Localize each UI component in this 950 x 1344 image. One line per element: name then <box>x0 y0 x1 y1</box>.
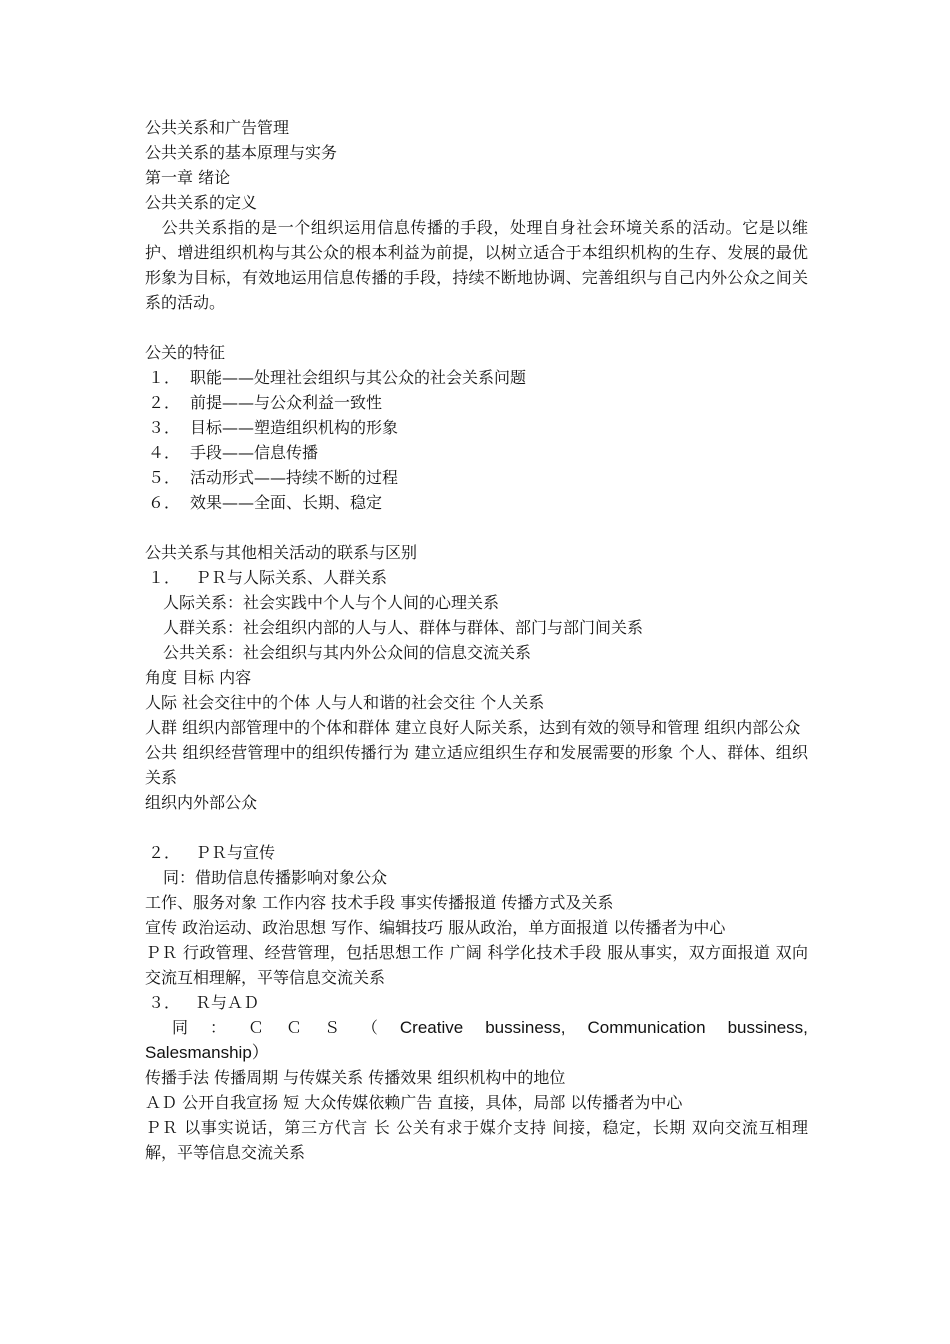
list-item <box>145 415 808 440</box>
list-item <box>145 365 808 390</box>
list-number: ５． <box>148 468 181 487</box>
list-text: 手段——信息传播 <box>190 443 319 462</box>
comparison-header: 角度 目标 内容 <box>145 668 252 687</box>
list-number: ３． <box>148 418 181 437</box>
section-number: １． <box>148 568 181 587</box>
token: 同 <box>172 1018 189 1037</box>
features-heading: 公关的特征 <box>145 343 226 362</box>
list-number: １． <box>148 368 181 387</box>
doc-subtitle: 公共关系的基本原理与实务 <box>145 143 338 162</box>
blank-line <box>145 315 808 340</box>
token: bussiness, <box>485 1018 566 1037</box>
list-text: 前提——与公众利益一致性 <box>190 393 383 412</box>
similarity-line: 同：借助信息传播影响对象公众 <box>163 868 388 887</box>
comparison-row: 公共 组织经营管理中的组织传播行为 建立适应组织生存和发展需要的形象 个人、群体、组织关系 <box>145 743 808 787</box>
section-3-title <box>145 990 808 1015</box>
blank-line <box>145 515 808 540</box>
token: Ｓ <box>323 1018 340 1037</box>
list-text: 目标——塑造组织机构的形象 <box>190 418 399 437</box>
section-number: ３． <box>148 993 181 1012</box>
list-text: 职能——处理社会组织与其公众的社会关系问题 <box>190 368 527 387</box>
public-definition: 公共关系：社会组织与其内外公众间的信息交流关系 <box>163 643 532 662</box>
list-number: ６． <box>148 493 181 512</box>
section-title-text: ＰＲ与宣传 <box>195 843 276 862</box>
token: Ｃ <box>247 1018 264 1037</box>
token: ： <box>209 1018 226 1037</box>
comparison-row: 人际 社会交往中的个体 人与人和谐的社会交往 个人关系 <box>145 693 545 712</box>
document-body <box>145 115 808 1165</box>
definition-heading: 公共关系的定义 <box>145 193 258 212</box>
section-2-title <box>145 840 808 865</box>
comparison-row: ＰＲ 以事实说话，第三方代言 长 公关有求于媒介支持 间接，稳定，长期 双向交流互相理解，平等信息交流关系 <box>145 1118 808 1162</box>
comparison-header: 传播手法 传播周期 与传媒关系 传播效果 组织机构中的地位 <box>145 1068 566 1087</box>
comparison-row: ＡＤ 公开自我宣扬 短 大众传媒依赖广告 直接，具体，局部 以传播者为中心 <box>145 1093 683 1112</box>
token: （ <box>361 1018 378 1037</box>
similarity-line-continued: Salesmanship） <box>145 1043 269 1062</box>
list-item <box>145 465 808 490</box>
features-list <box>145 365 808 515</box>
list-item <box>145 390 808 415</box>
relation-heading: 公共关系与其他相关活动的联系与区别 <box>145 543 418 562</box>
blank-line <box>145 815 808 840</box>
chapter-heading: 第一章 绪论 <box>145 168 231 187</box>
list-number: ４． <box>148 443 181 462</box>
comparison-row: 人群 组织内部管理中的个体和群体 建立良好人际关系，达到有效的领导和管理 组织内部公众 <box>145 718 801 737</box>
interpersonal-definition: 人际关系：社会实践中个人与个人间的心理关系 <box>163 593 500 612</box>
list-item <box>145 440 808 465</box>
token: Creative <box>399 1018 464 1037</box>
list-item <box>145 490 808 515</box>
comparison-row-continued: 组织内外部公众 <box>145 793 258 812</box>
list-text: 活动形式——持续不断的过程 <box>190 468 399 487</box>
group-definition: 人群关系：社会组织内部的人与人、群体与群体、部门与部门间关系 <box>163 618 644 637</box>
section-title-text: ＰＲ与人际关系、人群关系 <box>195 568 388 587</box>
section-number: ２． <box>148 843 181 862</box>
token: Ｃ <box>285 1018 302 1037</box>
list-text: 效果——全面、长期、稳定 <box>190 493 383 512</box>
section-title-text: Ｒ与ＡＤ <box>195 993 260 1012</box>
token: bussiness, <box>727 1018 808 1037</box>
comparison-row: ＰＲ 行政管理、经营管理，包括思想工作 广阔 科学化技术手段 服从事实，双方面报道 双向交流互相理解，平等信息交流关系 <box>145 943 808 987</box>
token: Communication <box>587 1018 706 1037</box>
similarity-line <box>145 1015 808 1040</box>
list-number: ２． <box>148 393 181 412</box>
comparison-row: 宣传 政治运动、政治思想 写作、编辑技巧 服从政治，单方面报道 以传播者为中心 <box>145 918 726 937</box>
comparison-header: 工作、服务对象 工作内容 技术手段 事实传播报道 传播方式及关系 <box>145 893 614 912</box>
definition-paragraph: 公共关系指的是一个组织运用信息传播的手段，处理自身社会环境关系的活动。它是以维护、增进组织机构与其公众的根本利益为前提，以树立适合于本组织机构的生存、发展的最优形象为目标，有效地运用信息传播的手段，持续不断地协调、完善组织与自己内外公众之间关系的活动。 <box>145 218 808 312</box>
section-1-title <box>145 565 808 590</box>
doc-title: 公共关系和广告管理 <box>145 118 290 137</box>
